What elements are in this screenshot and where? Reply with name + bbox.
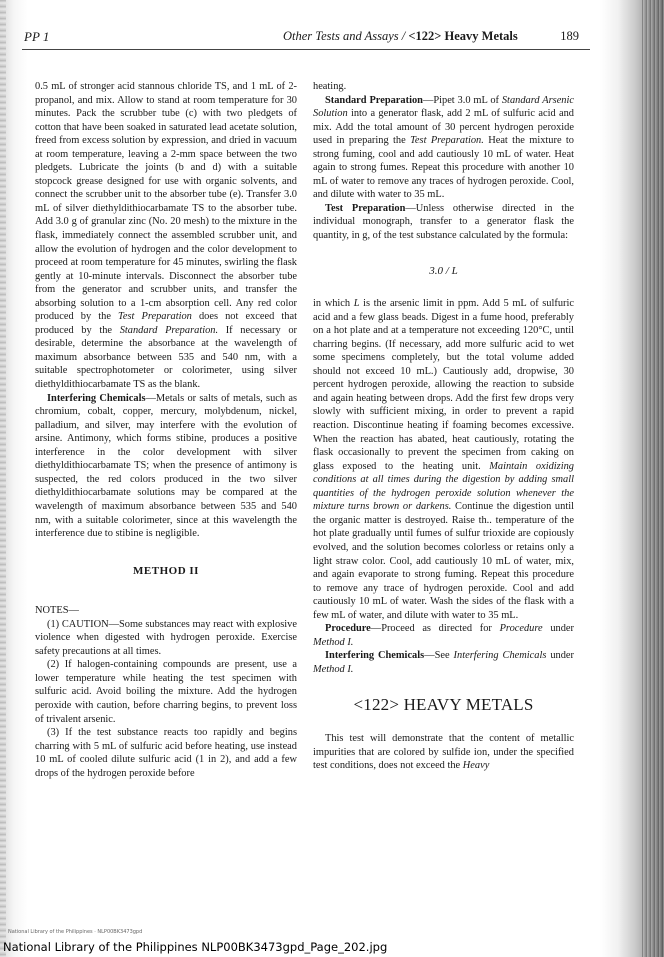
ref-standard-arsenic-solution: Standard Arsenic Solution (313, 94, 574, 120)
paragraph-absorbance (35, 80, 297, 392)
text-run: is the arsenic limit in ppm. Add 5 mL of sulfuric acid and a few glass beads. Digest in a fume hood, preferably on a hot plate and at a temperature not exceeding 120°C, until charring begins. (If necessary, add more sulfuric acid to wet some specimens completely, but the total volume added should not exceed 10 mL.) Cautiously add, dropwise, 30 percent hydrogen peroxide, allowing the reaction to subside and again heating between drops. Add the first few drops very slowly with sufficient mixing, in order to prevent a rapid reaction. Discontinue heating if foaming becomes excessive. When the reaction has abated, heat cautiously, rotating the flask occasionally to prevent the specimen from caking on glass exposed to the heating unit. (313, 298, 575, 472)
ref-procedure: Procedure (499, 623, 543, 635)
ref-interfering-chemicals: Interfering Chemicals (453, 650, 547, 662)
paragraph-interfering-chemicals (35, 392, 297, 541)
text-run: —Pipet 3.0 mL of (422, 94, 502, 106)
ref-method-i: Method I. (313, 663, 354, 675)
running-header-left: PP 1 (24, 29, 50, 44)
text-run: in which (313, 298, 354, 310)
run-in-heading: Procedure (325, 623, 371, 635)
text-run: —Proceed as directed for (370, 623, 500, 635)
paragraph-interfering-chemicals-2 (313, 649, 574, 676)
text-run: under (546, 650, 575, 662)
text-run: If necessary or desirable, determine the absorbance at the wavelength of maximum absorbance between 535 and 540 nm, with a suitable spectrophotometer or colorimeter, using silver diethyldithiocarbamate TS as the blank. (35, 324, 297, 391)
text-run: 0.5 mL of stronger acid stannous chloride TS, and 1 mL of 2-propanol, and mix. Allow to stand at room temperature for 30 minutes. Pack the scrubber tube (c) with two pledgets of cotton that have been soaked in saturated lead acetate solution, freed from excess solution by expression, and dried in vacuum at room temperature, leaving a 2-mm space between the two pledgets. Lubricate the joints (b and d) with a suitable stopcock grease designed for use with organic solvents, and connect the scrubber unit to the absorber tube (e). Transfer 3.0 mL of silver diethyldithiocarbamate TS to the absorber tube. Add 3.0 g of granular zinc (No. 20 mesh) to the mixture in the flask, immediately connect the assembled scrubber unit, and allow the evolution of hydrogen and the color development to proceed at room temperature for 45 minutes, swirling the flask gently at 10-minute intervals. Disconnect the absorber tube from the generator and scrubber units, and transfer the absorbing solution to a 1-cm absorption cell. Any red color produced by the (35, 81, 297, 323)
text-run: —Metals or salts of metals, such as chromium, cobalt, copper, mercury, molybdenum, nickel, palladium, and silver, may interfere with the evolution of arsine. Antimony, which forms stibine, produces a positive interference in the color development with silver diethyldithiocarbamate TS; when the presence of antimony is suspected, the red colors produced in the two silver diethyldithiocarbamate solutions may be compared at the wavelength of maximum absorbance between 535 and 540 nm, with a suitable colorimeter, since at this wavelength the interference due to stibine is negligible. (35, 392, 297, 540)
left-column (35, 80, 297, 780)
scan-credit-small: National Library of the Philippines · NLP00BK3473gpd (8, 929, 143, 935)
header-section: Other Tests and Assays (283, 29, 399, 43)
paragraph-test-preparation (313, 202, 574, 243)
scan-edge-left (0, 0, 6, 957)
paragraph-procedure (313, 622, 574, 649)
run-in-heading: Standard Preparation (325, 94, 423, 106)
scan-edge-right (642, 0, 664, 957)
text-run: Continue the digestion until the organic matter is destroyed. Raise th.. temperature of the hot plate gradually until fumes of sulfur trioxide are copiously evolved, and the solution becomes colorless or retains only a light straw color. Cool, add cautiously 10 mL of water, mix, and again evaporate to strong fuming. Repeat this procedure to remove any trace of hydrogen peroxide. Cool and add cautiously 10 mL of water. Wash the sides of the flask with a few mL of water, and dilute with water to 35 mL. (313, 501, 574, 621)
paragraph-heating: heating. (313, 81, 347, 92)
paragraph-heavy-metals-intro (313, 732, 574, 773)
right-column (313, 80, 574, 773)
text-run: This test will demonstrate that the content of metallic impurities that are colored by sulfide ion, under the specified test conditions, does not exceed the (313, 732, 574, 772)
run-in-heading: Interfering Chemicals (325, 650, 425, 662)
paragraph-standard-preparation (313, 94, 574, 202)
note-3: (3) If the test substance reacts too rapidly and begins charring with 5 mL of sulfuric acid before heating, use instead 10 mL of cooled dilute sulfuric acid (1 in 2), and add a few drops of the hydrogen peroxide before (35, 727, 297, 779)
notes-label: NOTES— (35, 605, 79, 617)
formula: 3.0 / L (429, 264, 458, 277)
paragraph-digestion (313, 297, 574, 622)
variable-l: L (353, 298, 360, 310)
header-chapter: <122> Heavy Metals (408, 29, 518, 43)
method-heading: METHOD II (133, 564, 199, 577)
page-number: 189 (560, 29, 579, 43)
text-run: into a generator flask, add 2 mL of sulfuric acid and mix. Add the total amount of 30 percent hydrogen peroxide used in preparing the (313, 108, 574, 147)
header-separator: / (398, 29, 409, 43)
ref-standard-preparation: Standard Preparation. (119, 324, 219, 336)
note-1: (1) CAUTION—Some substances may react with explosive violence when digested with hydrogen peroxide. Exercise safety precautions at all times. (35, 618, 297, 657)
note-2: (2) If halogen-containing compounds are present, use a lower temperature while heating the test specimen with sulfuric acid. Avoid boiling the mixture. Add the hydrogen peroxide with caution, before charring begins, to prevent loss of trivalent arsenic. (35, 659, 297, 725)
running-header-right (283, 29, 579, 44)
text-run: —See (424, 650, 454, 662)
chapter-title: <122> HEAVY METALS (353, 695, 534, 715)
scan-footer: National Library of the Philippines NLP00BK3473gpd_Page_202.jpg (3, 940, 388, 954)
text-run: under (542, 623, 574, 635)
emphasis-text: Heavy (462, 760, 490, 772)
text-run: Heat the mixture to strong fuming, cool and add cautiously 10 mL of water. Heat again to strong fumes. Repeat this procedure with another 10 mL of water to remove any traces of hydrogen peroxide. Cool, and dilute with water to 35 mL. (313, 135, 574, 201)
text-run: —Unless otherwise directed in the individual monograph, transfer to a generator flask the quantity, in g, of the test substance calculated by the formula: (313, 202, 574, 242)
run-in-heading: Interfering Chemicals (47, 392, 146, 404)
ref-test-preparation: Test Preparation. (410, 135, 484, 147)
ref-method-i: Method I. (313, 636, 354, 648)
text-run: does not exceed that produced by the (35, 311, 297, 336)
ref-test-preparation: Test Preparation (118, 311, 192, 323)
run-in-heading: Test Preparation (325, 202, 406, 214)
header-rule (22, 49, 590, 50)
emphasis-text: Maintain oxidizing conditions at all times during the digestion by adding small quantities of the hydrogen peroxide solution whenever the mixture turns brown or darkens. (313, 460, 574, 513)
